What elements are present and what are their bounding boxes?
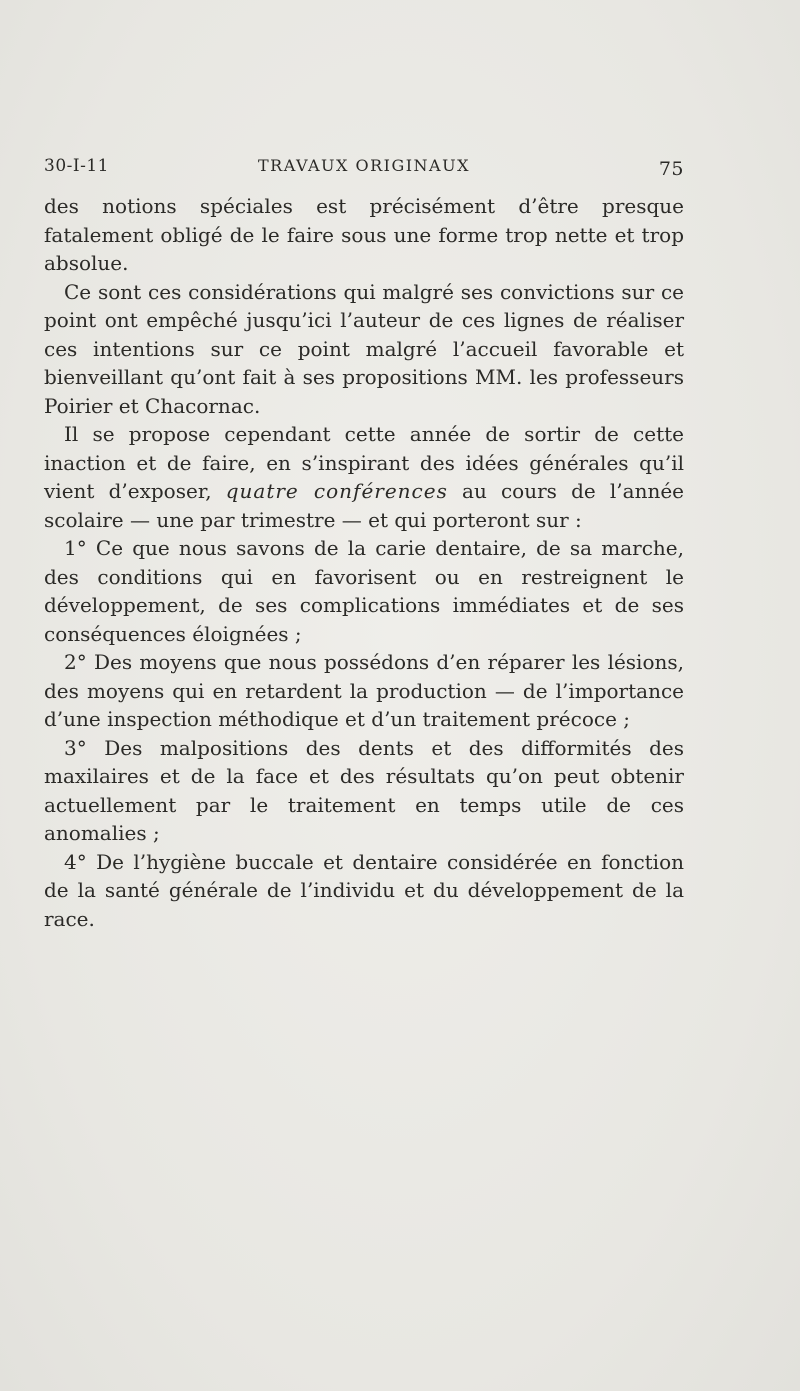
emphasized-text: quatre conférences xyxy=(225,479,448,503)
page-header xyxy=(44,156,684,186)
list-item: 4° De l’hygiène buccale et dentaire considérée en fonction de la santé générale de l’individu et du développement de la race. xyxy=(44,849,684,931)
running-title: TRAVAUX ORIGINAUX xyxy=(258,156,470,175)
list-item: 3° Des malpositions des dents et des difformités des maxilaires et de la face et des résultats qu’on peut obtenir actuellement par le traitement en temps utile de ces anomalies ; xyxy=(44,735,684,845)
paragraph: des notions spéciales est précisément d’être presque fatalement obligé de le faire sous une forme trop nette et trop absolue. xyxy=(44,194,684,275)
paragraph: Ce sont ces considérations qui malgré ses convictions sur ce point ont empêché jusqu’ici l’auteur de ces lignes de réaliser ces intentions sur ce point malgré l’accueil favorable et bienveillant qu’ont fait à ses propositions MM. les professeurs Poirier et Chacornac. xyxy=(44,279,684,418)
date-folio: 30-I-11 xyxy=(44,156,109,176)
paragraph-text: Il se propose cependant cette année de sortir de cette inaction et de faire, en s’inspirant des idées générales qu’il vient d’exposer, xyxy=(44,422,684,503)
page-number: 75 xyxy=(658,158,684,180)
body-text xyxy=(44,192,684,933)
list-item: 2° Des moyens que nous possédons d’en réparer les lésions, des moyens qui en retardent la production — de l’importance d’une inspection méthodique et d’un traitement précoce ; xyxy=(44,650,684,731)
list-item: 1° Ce que nous savons de la carie dentaire, de sa marche, des conditions qui en favorisent ou en restreignent le développement, de ses complications immédiates et de ses conséquences éloignées ; xyxy=(44,536,684,646)
paragraph-text: au cours de l’année scolaire — une par trimestre — et qui porteront sur : xyxy=(44,479,684,532)
paragraph xyxy=(44,420,684,534)
